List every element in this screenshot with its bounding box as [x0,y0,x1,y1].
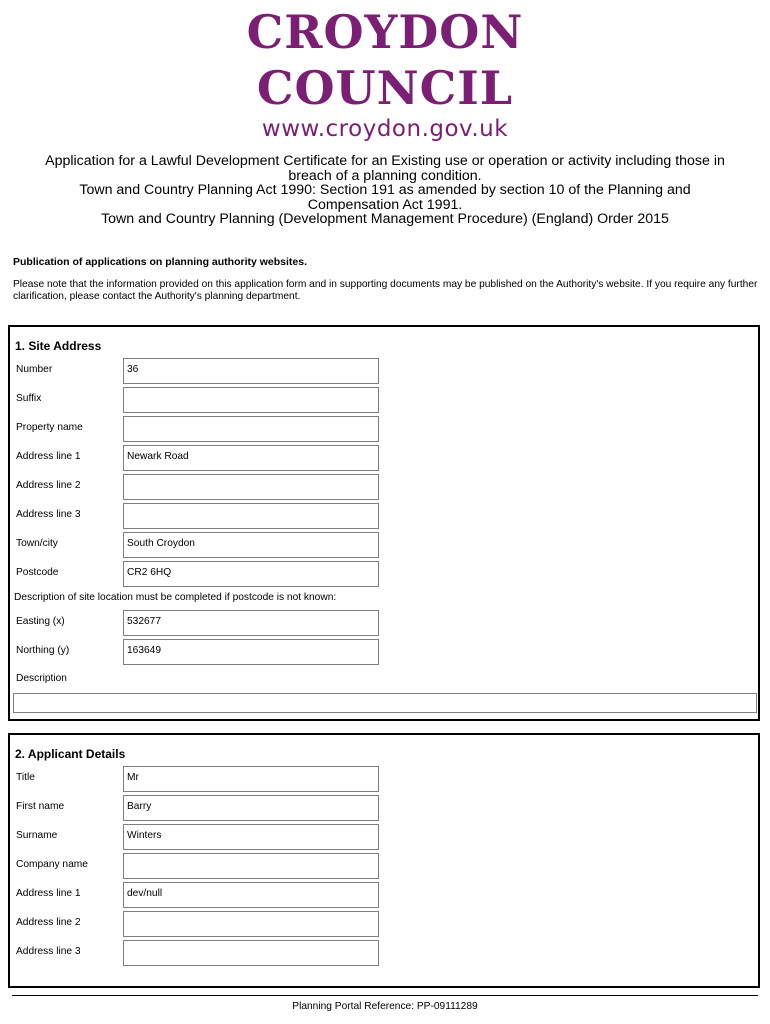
heading-line-5: Town and Country Planning (Development Management Procedure) (England) Order 2015 [101,211,669,227]
applicant-address-line-3-row [10,940,758,966]
field-label: Company name [16,859,88,870]
heading-line-3: Town and Country Planning Act 1990: Section 191 as amended by section 10 of the Planning and [79,182,691,198]
applicant-details-section [8,733,760,988]
heading-line-2: breach of a planning condition. [288,167,482,184]
field-label: Postcode [16,567,59,578]
logo-url: www.croydon.gov.uk [261,116,509,142]
easting-row [10,610,758,636]
site-postcode-row [10,561,758,587]
heading-line-4: Compensation Act 1991. [307,196,463,213]
field-label: Town/city [16,538,58,549]
applicant-first-name-row [10,795,758,821]
field-label: Easting (x) [16,616,65,627]
applicant-address-line-3-input[interactable] [123,940,379,966]
site-location-note: Description of site location must be completed if postcode is not known: [14,592,337,603]
description-label: Description [16,673,67,684]
easting-input[interactable]: 532677 [123,610,379,636]
northing-input[interactable]: 163649 [123,639,379,665]
postcode-input[interactable]: CR2 6HQ [123,561,379,587]
logo-line-1: CROYDON [246,5,524,59]
field-label: Northing (y) [16,645,70,656]
council-logo [0,4,770,144]
applicant-address-line-2-row [10,911,758,937]
site-address-line-1-row [10,445,758,471]
company-name-input[interactable] [123,853,379,879]
site-address-section [8,325,760,721]
applicant-company-row [10,853,758,879]
applicant-surname-row [10,824,758,850]
logo-line-2: COUNCIL [256,61,514,115]
site-town-row [10,532,758,558]
planning-portal-reference: Planning Portal Reference: PP-09111289 [292,1001,478,1012]
northing-row [10,639,758,665]
field-label: Suffix [16,393,42,404]
section-title: 2. Applicant Details [15,747,126,761]
suffix-input[interactable] [123,387,379,413]
description-input[interactable] [13,693,757,713]
form-heading [8,154,762,227]
number-input[interactable]: 36 [123,358,379,384]
site-property-name-row [10,416,758,442]
applicant-address-line-1-input[interactable]: dev/null [123,882,379,908]
address-line-3-input[interactable] [123,503,379,529]
field-label: Address line 2 [16,917,81,928]
field-label: Address line 3 [16,509,81,520]
first-name-input[interactable]: Barry [123,795,379,821]
publication-text: Please note that the information provided on this application form and in supporting documents may be published on the Authority's website. If you require any further clarification, please contact the Authority's planning department. [13,279,758,302]
site-address-line-2-row [10,474,758,500]
applicant-address-line-2-input[interactable] [123,911,379,937]
site-number-row [10,358,758,384]
field-label: Property name [16,422,83,433]
site-suffix-row [10,387,758,413]
publication-title: Publication of applications on planning authority websites. [13,256,308,268]
address-line-1-input[interactable]: Newark Road [123,445,379,471]
section-title: 1. Site Address [15,339,102,353]
field-label: Address line 3 [16,946,81,957]
address-line-2-input[interactable] [123,474,379,500]
title-input[interactable]: Mr [123,766,379,792]
field-label: Address line 1 [16,888,81,899]
field-label: Title [16,772,35,783]
field-label: Address line 2 [16,480,81,491]
town-city-input[interactable]: South Croydon [123,532,379,558]
surname-input[interactable]: Winters [123,824,379,850]
field-label: Number [16,364,53,375]
property-name-input[interactable] [123,416,379,442]
field-label: First name [16,801,65,812]
heading-line-1: Application for a Lawful Development Certificate for an Existing use or operation or activity including those in [45,153,725,169]
site-address-line-3-row [10,503,758,529]
field-label: Surname [16,830,58,841]
footer-divider [12,995,758,996]
field-label: Address line 1 [16,451,81,462]
applicant-address-line-1-row [10,882,758,908]
applicant-title-row [10,766,758,792]
